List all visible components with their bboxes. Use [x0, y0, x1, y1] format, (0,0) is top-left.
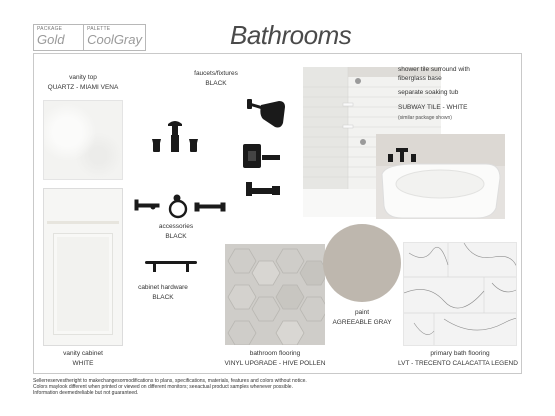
cabinet-door-panel	[53, 233, 113, 335]
cabinet-hardware-value: BLACK	[152, 294, 174, 301]
bathroom-flooring-label: bathroom flooring	[249, 350, 301, 357]
vanity-cabinet-value: WHITE	[72, 360, 94, 367]
package-cell	[34, 25, 83, 50]
shower-desc-line3: separate soaking tub	[398, 89, 459, 96]
quartz-swatch	[43, 100, 123, 180]
vinyl-hex-tile-swatch	[225, 244, 325, 345]
tub-illustration	[376, 134, 505, 219]
package-palette-box	[33, 24, 146, 51]
vanity-cabinet-label: vanity cabinet	[63, 350, 103, 357]
tub-shower-valve-icon	[240, 142, 288, 208]
disclaimer-line3: Information deemedreliable but not guaranteed.	[33, 390, 139, 396]
palette-value: CoolGray	[87, 32, 142, 47]
palette-label: PALETTE	[87, 26, 111, 32]
sink-faucet-icon	[150, 112, 200, 156]
accessories-value: BLACK	[165, 233, 187, 240]
palette-cell	[83, 25, 145, 50]
disclaimer-line2: Colors maylook different when printed or viewed on different monitors; seeactual product samples whenever possible.	[33, 384, 293, 390]
marble-pattern	[404, 243, 517, 346]
accessories-label: accessories	[158, 223, 194, 230]
primary-flooring-label: primary bath flooring	[430, 350, 490, 357]
cabinet-hardware-label: cabinet hardware	[138, 284, 188, 291]
disclaimer-line1: Sellerreservestheright to makechangesormodifications to plans, specifications, materials, features and colors without notice.	[33, 378, 307, 384]
soaking-tub-photo	[376, 134, 505, 219]
paint-swatch	[323, 224, 401, 302]
faucets-value: BLACK	[205, 80, 227, 87]
faucets-label: faucets/fixtures	[194, 70, 238, 77]
marble-lvt-swatch	[403, 242, 517, 346]
package-label: PACKAGE	[37, 26, 63, 32]
accessories-icon	[133, 190, 228, 222]
hex-pattern	[225, 244, 325, 345]
cabinet-pull-icon	[143, 258, 199, 274]
vanity-top-value: QUARTZ - MIAMI VENA	[47, 84, 119, 91]
paint-label: paint	[354, 309, 370, 316]
cabinet-rail	[47, 221, 119, 224]
shower-desc-line1: shower tile surround with	[398, 66, 470, 73]
shower-head-icon	[245, 93, 289, 131]
primary-flooring-value: LVT - TRECENTO CALACATTA LEGEND	[398, 360, 518, 367]
shower-desc-line2: fiberglass base	[398, 75, 442, 82]
vanity-cabinet-image	[43, 188, 123, 346]
bathroom-flooring-value: VINYL UPGRADE - HIVE POLLEN	[224, 360, 326, 367]
vanity-top-label: vanity top	[69, 74, 97, 81]
page-title: Bathrooms	[230, 20, 352, 50]
paint-value: AGREEABLE GRAY	[332, 319, 392, 326]
shower-tile-value: SUBWAY TILE - WHITE	[398, 104, 468, 111]
disclaimer	[33, 378, 523, 396]
package-value: Gold	[37, 32, 65, 47]
shower-note: (similar package shown)	[398, 115, 452, 121]
